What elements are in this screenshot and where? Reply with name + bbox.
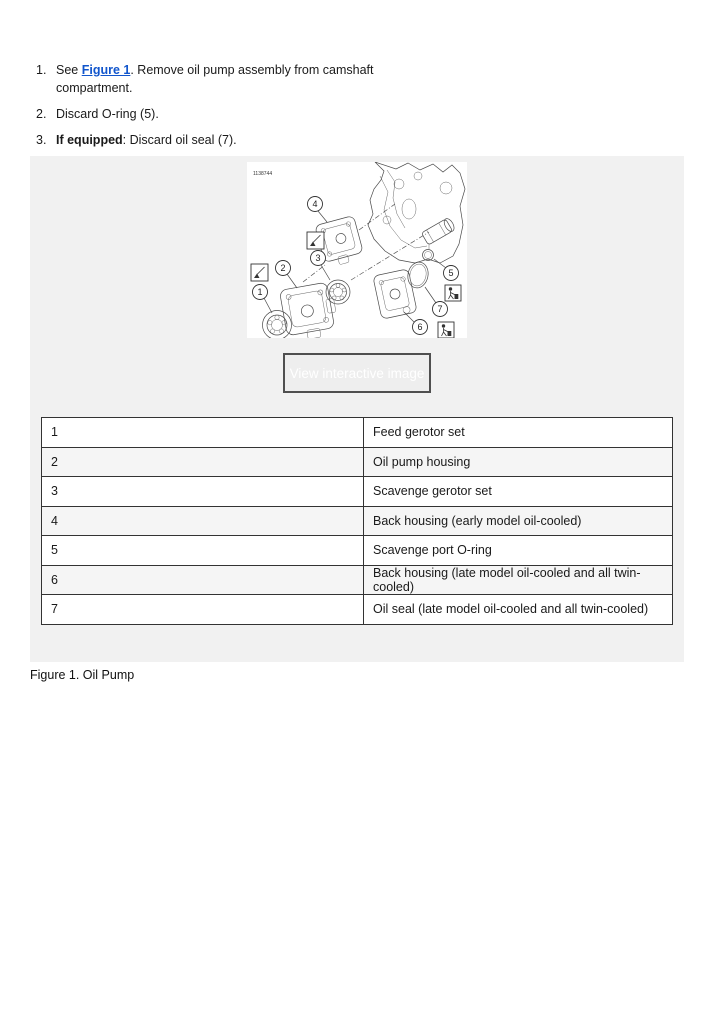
table-row (42, 536, 673, 566)
table-row (42, 477, 673, 507)
part-number-cell: 7 (42, 595, 364, 625)
part-feed-gerotor-set (263, 311, 292, 339)
figure-panel (30, 156, 684, 662)
part-name-cell: Feed gerotor set (364, 418, 673, 448)
figure-caption: Figure 1. Oil Pump (30, 668, 135, 682)
step-text-bold: If equipped (56, 133, 123, 148)
parts-table (41, 417, 673, 625)
mounted-pump-art (421, 217, 456, 245)
part-name-cell: Back housing (early model oil-cooled) (364, 506, 673, 536)
part-name-cell: Oil seal (late model oil-cooled and all twin-cooled) (364, 595, 673, 625)
figure-image (247, 162, 467, 338)
disposal-person-icon (438, 322, 454, 338)
part-back-housing-late (373, 269, 417, 320)
oil-can-icon (307, 232, 324, 249)
step-text-post: . Remove oil pump assembly from camshaft compartment. (56, 63, 374, 96)
step-2 (36, 105, 406, 123)
part-oil-pump-housing (279, 281, 339, 338)
step-text-rest: : Discard oil seal (7). (122, 133, 237, 148)
table-row (42, 595, 673, 625)
step-text-pre: See (56, 63, 82, 77)
leader-line-4 (318, 211, 327, 222)
svg-text:6: 6 (417, 322, 423, 332)
step-number: 1. (36, 63, 47, 77)
part-name-cell: Scavenge port O-ring (364, 536, 673, 566)
step-text (56, 131, 388, 149)
view-interactive-image-button[interactable]: View interactive image (283, 353, 431, 393)
table-row (42, 565, 673, 595)
step-text: Discard O-ring (5). (56, 107, 159, 122)
callout-3 (311, 251, 326, 266)
callout-2 (276, 261, 291, 276)
callout-4 (308, 197, 323, 212)
svg-text:7: 7 (437, 304, 443, 314)
svg-text:1: 1 (257, 287, 263, 297)
engine-case-art (368, 162, 465, 263)
step-number: 2. (36, 107, 47, 122)
leader-line-3 (321, 265, 330, 280)
figure-1-link[interactable]: Figure 1 (81, 63, 131, 77)
table-row (42, 506, 673, 536)
disposal-person-icon (445, 285, 461, 301)
procedure-steps (36, 61, 406, 158)
callout-1 (253, 285, 268, 300)
assembly-line (303, 265, 325, 282)
callout-7 (433, 302, 448, 317)
oil-pump-exploded-diagram (247, 162, 467, 338)
svg-text:4: 4 (312, 199, 318, 209)
part-number-cell: 6 (42, 565, 364, 595)
step-number: 3. (36, 133, 47, 148)
table-row (42, 418, 673, 448)
svg-text:2: 2 (280, 263, 286, 273)
leader-line-2 (287, 274, 297, 288)
part-number-cell: 2 (42, 447, 364, 477)
part-name-cell: Back housing (late model oil-cooled and all twin-cooled) (364, 565, 673, 595)
table-row (42, 447, 673, 477)
callout-5 (444, 266, 459, 281)
part-number-cell: 5 (42, 536, 364, 566)
svg-text:3: 3 (315, 253, 321, 263)
part-number-cell: 4 (42, 506, 364, 536)
image-id-label: 1138744 (253, 171, 273, 177)
leader-line-7 (425, 287, 436, 303)
svg-text:5: 5 (448, 268, 454, 278)
part-number-cell: 3 (42, 477, 364, 507)
part-name-cell: Scavenge gerotor set (364, 477, 673, 507)
part-name-cell: Oil pump housing (364, 447, 673, 477)
step-3 (36, 131, 406, 149)
leader-line-1 (264, 298, 272, 313)
callout-6 (413, 320, 428, 335)
part-number-cell: 1 (42, 418, 364, 448)
step-text (56, 61, 388, 97)
oil-can-icon (251, 264, 268, 281)
step-1 (36, 61, 406, 97)
